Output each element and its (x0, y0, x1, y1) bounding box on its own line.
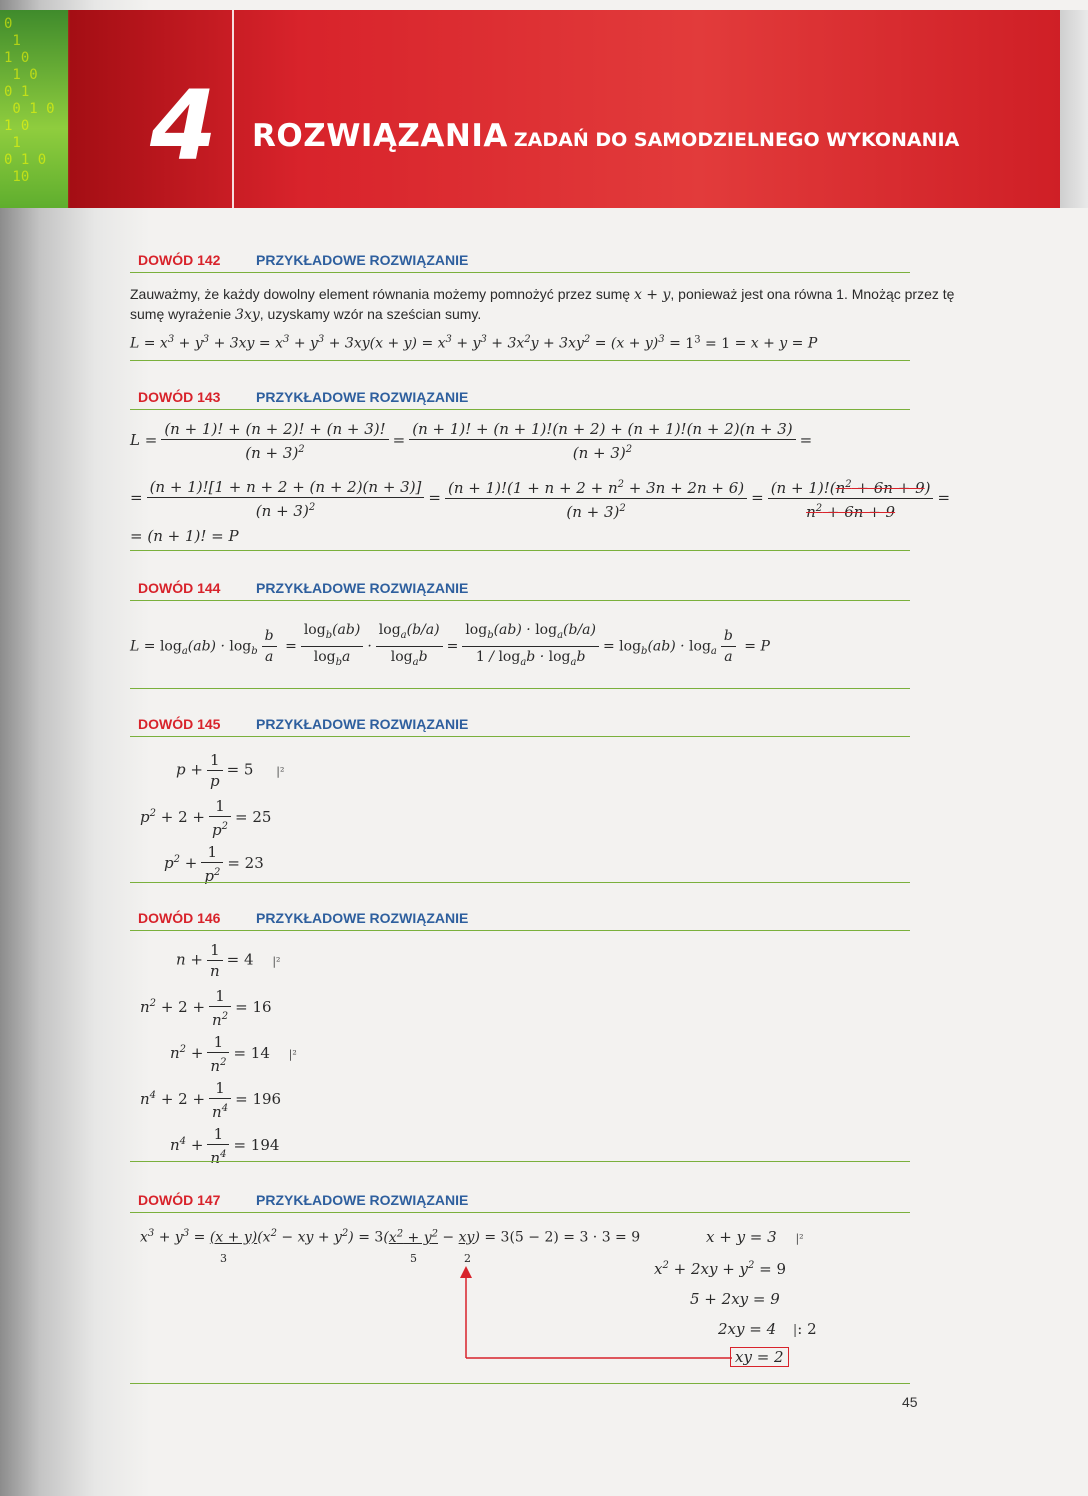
side-eq-1: x + y = 3 |² (706, 1228, 804, 1246)
section-dowod-143 (130, 387, 951, 552)
section-id: DOWÓD 145 (138, 716, 221, 732)
boxed-result: xy = 2 (730, 1347, 789, 1367)
section-label: PRZYKŁADOWE ROZWIĄZANIE (256, 252, 469, 268)
section-end-line (130, 550, 910, 551)
page-edge (1060, 10, 1088, 208)
equation-143-line-1: L = $\frac{(n + 1)! + (n + 2)! + (n + 3)!}{(n + 3)^2}$ = $\frac{(n + 1)! + (n + 1)!(n + 2) + (n + 1)!(n + 2)(n + 3)}{(n + 3)^2}$ = (130, 420, 813, 462)
side-eq-result (730, 1348, 789, 1366)
section-dowod-142 (130, 250, 955, 362)
equation-145-line-3: $p^2$ + $\frac{1}{p^2}$ = 23 (164, 843, 264, 885)
section-header (130, 714, 910, 737)
paragraph-text: , ponieważ jest ona równa 1. Mnożąc przez tę (670, 286, 955, 302)
section-header (130, 578, 910, 601)
section-dowod-147 (130, 1190, 920, 1385)
underbrace-2: 2 (464, 1252, 471, 1265)
equation-146-line-4: $n^4 + 2$ + $\frac{1}{n^4}$ = 196 (140, 1079, 282, 1121)
section-id: DOWÓD 144 (138, 580, 221, 596)
inline-math: 3xy (235, 307, 260, 323)
chapter-number: 4 (150, 70, 217, 182)
equation-144: $L = \log_a(ab) \cdot \log_b$ $\frac{b}{a}$ = $\frac{\log_b(ab)}{\log_ba}$ · $\frac{\log_a(b/a)}{\log_ab}$ = $\frac{\log_b(ab) \cdot \log_a(b/a)}{1 / \log_ab \cdot \log_ab}$ = $\log_b(ab) \cdot \log_a$ $\frac{b}{a}$ = P (130, 622, 770, 668)
underbrace-3: 3 (220, 1252, 227, 1265)
chapter-title-main: ROZWIĄZANIA (252, 118, 508, 154)
section-label: PRZYKŁADOWE ROZWIĄZANIE (256, 580, 469, 596)
header-divider (232, 10, 234, 208)
section-label: PRZYKŁADOWE ROZWIĄZANIE (256, 910, 469, 926)
equation-146-line-2: $n^2 + 2$ + $\frac{1}{n^2}$ = 16 (140, 987, 272, 1029)
equation-145-line-1: p + $\frac{1}{p}$ = 5 |² (176, 751, 285, 790)
arrow-head (460, 1266, 472, 1278)
equation-147-main: $x^3 + y^3 = (x + y)(x^2$ − xy + $y^2) = 3(x^2 + y^2 - xy) = 3(5 - 2) = 3 \cdot 3 = 9$ (140, 1228, 641, 1246)
paragraph-line-1 (130, 286, 954, 303)
equation-146-line-1: n + $\frac{1}{n}$ = 4 |² (176, 941, 281, 980)
equation-146-line-5: $n^4$ + $\frac{1}{n^4}$ = 194 (170, 1125, 280, 1167)
page-gutter-shadow (0, 0, 150, 1496)
underbrace-5: 5 (410, 1252, 417, 1265)
section-dowod-145 (130, 714, 920, 884)
side-eq-text: 2xy = 4 (718, 1320, 777, 1338)
section-id: DOWÓD 146 (138, 910, 221, 926)
section-header (130, 250, 910, 273)
equation-143-line-2: = $\frac{(n + 1)![1 + n + 2 + (n + 2)(n + 3)]}{(n + 3)^2}$ = $\frac{(n + 1)!(1 + n + 2 + n^2 + 3n + 2n + 6)}{(n + 3)^2}$ = $\frac{(n + 1)!(n^2 + 6n + 9)}{n^2 + 6n + 9}$ = (130, 475, 950, 522)
binary-digits-decoration: 0 1 1 0 1 0 0 1 0 1 0 1 0 1 0 1 0 10 (0, 10, 68, 208)
chapter-title-sub: ZADAŃ DO SAMODZIELNEGO WYKONANIA (513, 129, 960, 151)
equation-142: $L = x^3 + y^3 + 3xy = x^3 + y^3 + 3xy(x + y) = x^3 + y^3 + 3x^2y + 3xy^2 = (x + y)^3 = 1^3 = 1 = x + y = P$ (130, 334, 818, 352)
page-number: 45 (902, 1394, 918, 1410)
section-header (130, 1190, 910, 1213)
section-end-line (130, 882, 910, 883)
section-header (130, 908, 910, 931)
paragraph-text: Zauważmy, że każdy dowolny element równania możemy pomnożyć przez sumę (130, 286, 631, 302)
paragraph-line-2 (130, 306, 481, 323)
section-label: PRZYKŁADOWE ROZWIĄZANIE (256, 716, 469, 732)
side-eq-rhs: = 9 (759, 1260, 787, 1278)
chapter-title (252, 118, 959, 154)
section-label: PRZYKŁADOWE ROZWIĄZANIE (256, 1192, 469, 1208)
section-label: PRZYKŁADOWE ROZWIĄZANIE (256, 389, 469, 405)
equation-143-line-3: = (n + 1)! = P (130, 527, 239, 545)
paragraph-text: , uzyskamy wzór na sześcian sumy. (259, 306, 482, 322)
section-id: DOWÓD 147 (138, 1192, 221, 1208)
section-id: DOWÓD 142 (138, 252, 221, 268)
equation-146-line-3: $n^2$ + $\frac{1}{n^2}$ = 14 |² (170, 1033, 297, 1075)
section-end-line (130, 1383, 910, 1384)
side-eq-text: x + y = 3 (706, 1228, 777, 1246)
red-arrow-connector (456, 1266, 776, 1366)
side-eq-op: : 2 (797, 1320, 817, 1338)
section-id: DOWÓD 143 (138, 389, 221, 405)
side-eq-2: $x^2 + 2xy + y^2 = 9$ (654, 1260, 787, 1278)
side-eq-3: 5 + 2xy = 9 (690, 1290, 780, 1308)
paragraph-text: sumę wyrażenie (130, 306, 232, 322)
inline-math: x + y (633, 287, 671, 303)
section-end-line (130, 1161, 910, 1162)
section-dowod-146 (130, 908, 920, 1167)
section-header (130, 387, 910, 410)
section-end-line (130, 360, 910, 361)
side-eq-4: 2xy = 4 |: 2 (718, 1320, 817, 1338)
section-dowod-144 (130, 578, 920, 690)
equation-145-line-2: $p^2 + 2$ + $\frac{1}{p^2}$ = 25 (140, 797, 272, 839)
section-end-line (130, 688, 910, 689)
